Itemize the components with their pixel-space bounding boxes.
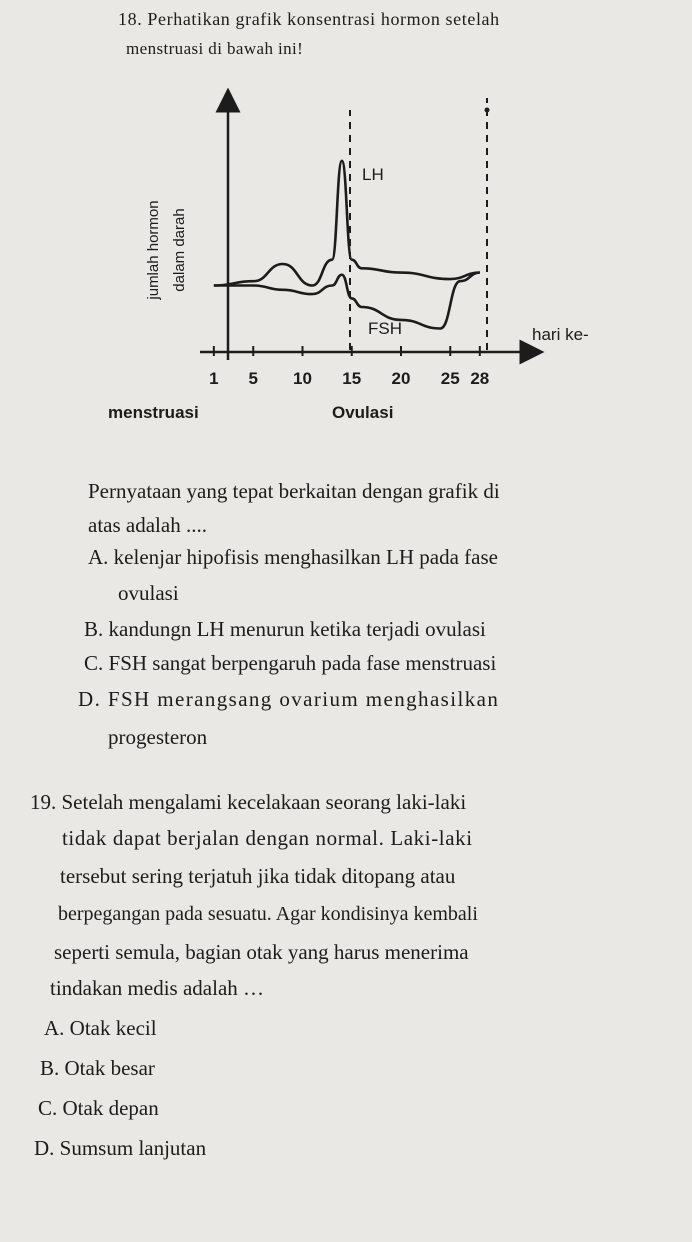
q18-option-a[interactable]: A. kelenjar hipofisis menghasilkan LH pada fase [88,545,498,569]
q18-option-a-cont: ovulasi [118,581,179,605]
q18-stem-line2: atas adalah .... [88,513,207,537]
y-label-line2: dalam darah [171,208,188,292]
q19-line1: 19. Setelah mengalami kecelakaan seorang laki-laki [30,790,467,814]
guide-dot [485,108,490,113]
ovulasi-label: Ovulasi [332,403,394,422]
q18-option-d-cont: progesteron [108,725,208,749]
y-axis-label [145,200,188,300]
series-line-lh [214,161,480,286]
q19-line5: seperti semula, bagian otak yang harus menerima [54,940,469,964]
x-tick-label: 25 [440,369,460,388]
menstruasi-label: menstruasi [108,403,199,422]
x-tick-label: 20 [391,369,411,388]
x-tick-label: 5 [248,369,258,388]
q18-option-d[interactable]: D. FSH merangsang ovarium menghasilkan [78,687,500,711]
x-tick-label: 10 [293,369,312,388]
x-tick-label: 1 [209,369,219,388]
fsh-series-label: FSH [368,319,402,338]
q19-number: 19. [30,790,57,814]
x-axis-label: hari ke- [532,325,589,344]
q19-line6: tindakan medis adalah … [50,976,265,1000]
q19-line2: tidak dapat berjalan dengan normal. Laki-laki [62,826,473,850]
q19-line4: berpegangan pada sesuatu. Agar kondisinya kembali [58,903,478,925]
q18-number: 18. [118,9,143,29]
q18-stem-line1: Pernyataan yang tepat berkaitan dengan grafik di [88,479,500,503]
x-tick-label: 15 [342,369,362,388]
hormone-chart [100,88,660,448]
series-layer [214,161,480,329]
q19-option-a[interactable]: A. Otak kecil [44,1016,157,1040]
q19-line3: tersebut sering terjatuh jika tidak ditopang atau [60,864,456,888]
q18-option-c[interactable]: C. FSH sangat berpengaruh pada fase menstruasi [84,651,497,675]
q19-option-b[interactable]: B. Otak besar [40,1056,155,1080]
y-label-line1: jumlah hormon [145,200,162,300]
q18-title-line2: menstruasi di bawah ini! [126,39,304,58]
q19-option-d[interactable]: D. Sumsum lanjutan [34,1136,207,1160]
q19-option-c[interactable]: C. Otak depan [38,1096,159,1120]
q18-title-line1: 18. Perhatikan grafik konsentrasi hormon setelah [118,9,500,29]
x-tick-label: 28 [470,369,490,388]
q18-option-b[interactable]: B. kandungn LH menurun ketika terjadi ovulasi [84,617,486,641]
lh-series-label: LH [362,165,384,184]
